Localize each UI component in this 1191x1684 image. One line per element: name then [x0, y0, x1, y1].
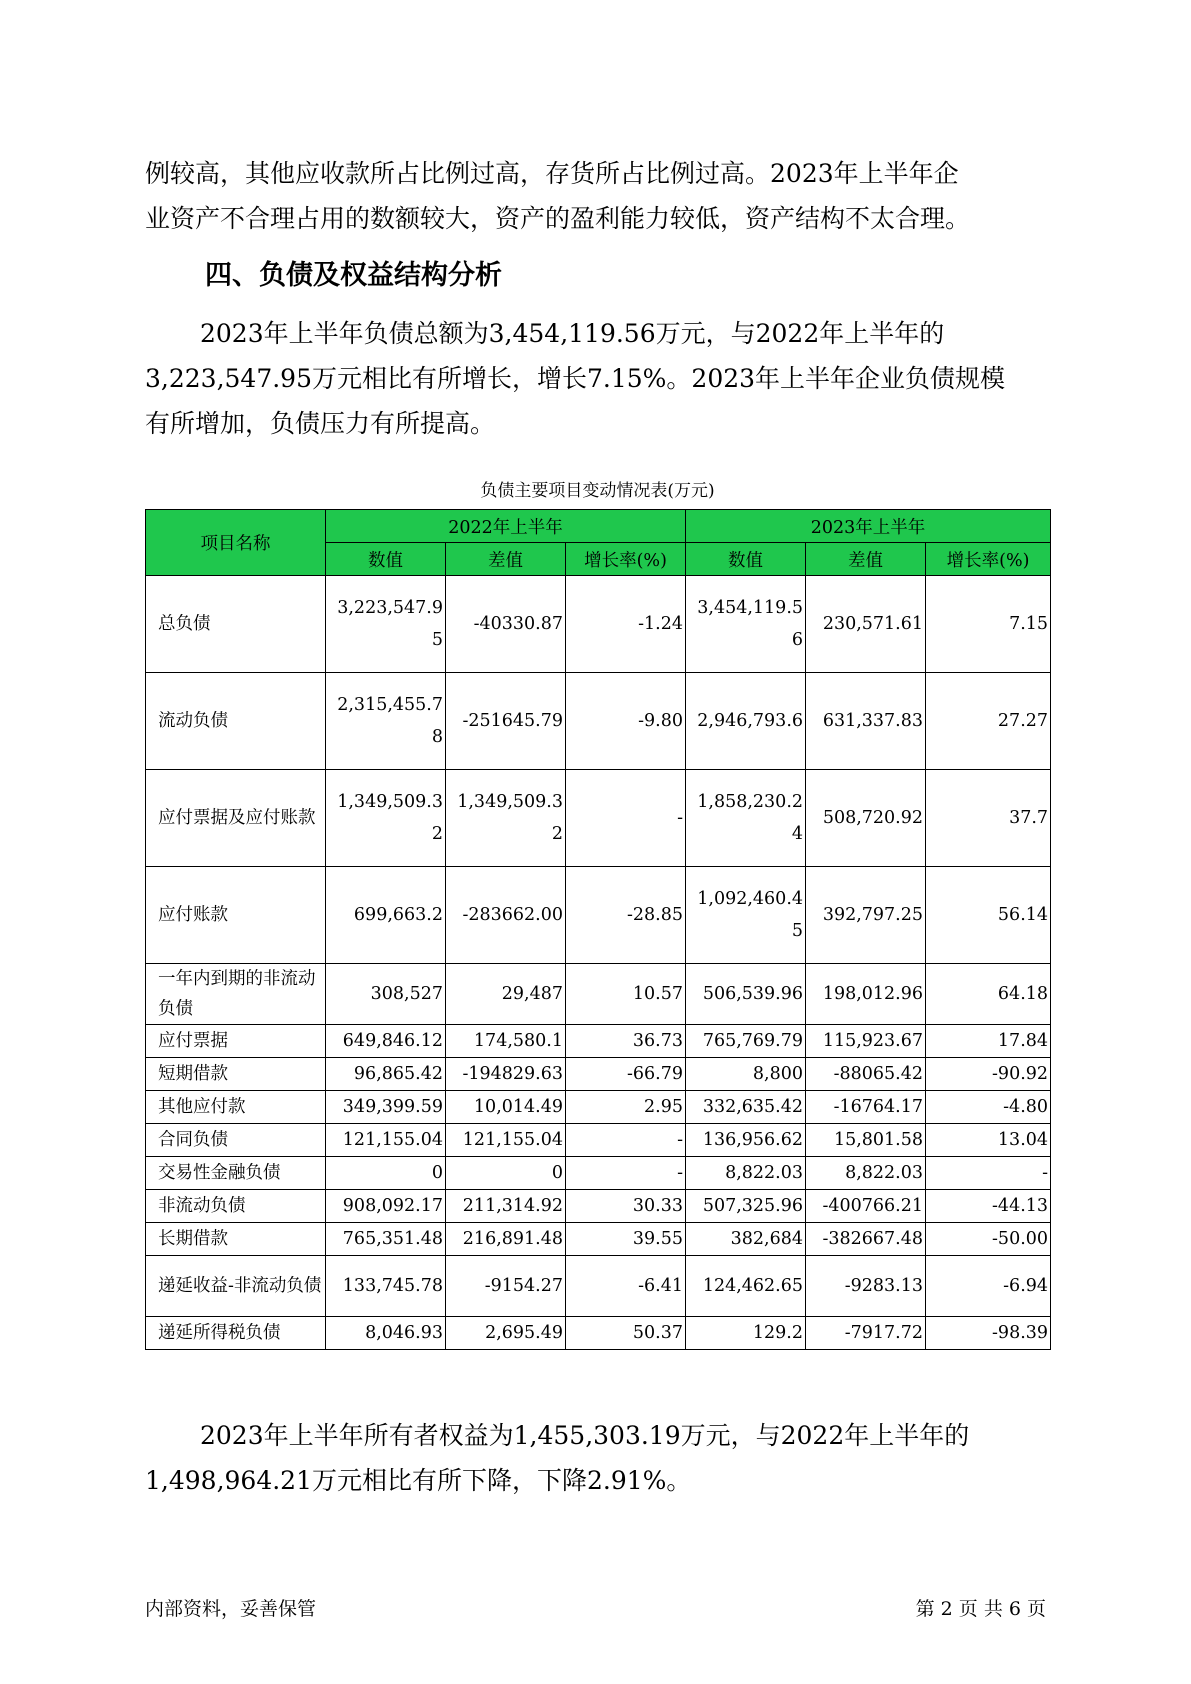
cell-growth-2022: -: [566, 1124, 686, 1157]
row-name: 应付账款: [146, 867, 326, 964]
cell-growth-2022: 2.95: [566, 1091, 686, 1124]
cell-value-2022: 96,865.42: [326, 1058, 446, 1091]
cell-value-2023: 8,800: [686, 1058, 806, 1091]
cell-value-2023: 332,635.42: [686, 1091, 806, 1124]
equity-line-2: 1,498,964.21万元相比有所下降，下降2.91%。: [145, 1466, 692, 1495]
cell-diff-2023: -7917.72: [806, 1317, 926, 1350]
cell-value-2023: 2,946,793.6: [686, 673, 806, 770]
row-name: 短期借款: [146, 1058, 326, 1091]
cell-growth-2023: -50.00: [926, 1223, 1051, 1256]
table-row: [146, 1091, 1051, 1124]
cell-diff-2023: -16764.17: [806, 1091, 926, 1124]
table-row: [146, 1025, 1051, 1058]
cell-growth-2022: 10.57: [566, 964, 686, 1025]
cell-value-2022: 649,846.12: [326, 1025, 446, 1058]
intro-line-1: 例较高，其他应收款所占比例过高，存货所占比例过高。2023年上半年企: [145, 159, 959, 188]
cell-value-2022: 121,155.04: [326, 1124, 446, 1157]
cell-growth-2023: -90.92: [926, 1058, 1051, 1091]
cell-growth-2023: 17.84: [926, 1025, 1051, 1058]
header-growth-2022: 增长率(%): [566, 543, 686, 576]
cell-diff-2023: 198,012.96: [806, 964, 926, 1025]
table-row: [146, 1124, 1051, 1157]
row-name: 其他应付款: [146, 1091, 326, 1124]
cell-value-2022: 8,046.93: [326, 1317, 446, 1350]
cell-growth-2023: -98.39: [926, 1317, 1051, 1350]
header-diff-2023: 差值: [806, 543, 926, 576]
cell-growth-2022: -: [566, 1157, 686, 1190]
table-caption: 负债主要项目变动情况表(万元): [480, 481, 715, 501]
cell-diff-2023: 115,923.67: [806, 1025, 926, 1058]
header-growth-2023: 增长率(%): [926, 543, 1051, 576]
table-row: [146, 964, 1051, 1025]
table-row: [146, 1157, 1051, 1190]
header-diff-2022: 差值: [446, 543, 566, 576]
cell-value-2022: 133,745.78: [326, 1256, 446, 1317]
cell-diff-2022: 2,695.49: [446, 1317, 566, 1350]
cell-growth-2022: 30.33: [566, 1190, 686, 1223]
header-item-name: 项目名称: [146, 510, 326, 576]
header-period-2022: 2022年上半年: [326, 510, 686, 543]
cell-value-2023: 8,822.03: [686, 1157, 806, 1190]
cell-growth-2023: -44.13: [926, 1190, 1051, 1223]
table-row: [146, 673, 1051, 770]
table-row: [146, 1190, 1051, 1223]
cell-diff-2022: 121,155.04: [446, 1124, 566, 1157]
cell-diff-2022: -9154.27: [446, 1256, 566, 1317]
cell-growth-2022: -: [566, 770, 686, 867]
cell-growth-2023: 27.27: [926, 673, 1051, 770]
cell-diff-2023: 392,797.25: [806, 867, 926, 964]
row-name: 应付票据及应付账款: [146, 770, 326, 867]
cell-diff-2022: 216,891.48: [446, 1223, 566, 1256]
cell-value-2022: 349,399.59: [326, 1091, 446, 1124]
cell-diff-2022: -251645.79: [446, 673, 566, 770]
liability-line-3: 有所增加，负债压力有所提高。: [145, 409, 496, 438]
cell-growth-2022: -28.85: [566, 867, 686, 964]
cell-diff-2022: 1,349,509.32: [446, 770, 566, 867]
table-row: [146, 1317, 1051, 1350]
table-row: [146, 1223, 1051, 1256]
cell-growth-2022: -6.41: [566, 1256, 686, 1317]
cell-value-2022: 1,349,509.32: [326, 770, 446, 867]
cell-growth-2022: -1.24: [566, 576, 686, 673]
cell-growth-2022: 50.37: [566, 1317, 686, 1350]
cell-diff-2023: -382667.48: [806, 1223, 926, 1256]
row-name: 递延所得税负债: [146, 1317, 326, 1350]
table-row: [146, 1256, 1051, 1317]
cell-value-2023: 124,462.65: [686, 1256, 806, 1317]
row-name: 流动负债: [146, 673, 326, 770]
cell-value-2023: 382,684: [686, 1223, 806, 1256]
header-value-2023: 数值: [686, 543, 806, 576]
liability-line-1: 2023年上半年负债总额为3,454,119.56万元，与2022年上半年的: [200, 319, 945, 348]
table-row: [146, 770, 1051, 867]
intro-paragraph: [145, 151, 1050, 241]
cell-value-2022: 699,663.2: [326, 867, 446, 964]
cell-value-2022: 0: [326, 1157, 446, 1190]
cell-diff-2023: 8,822.03: [806, 1157, 926, 1190]
cell-growth-2023: 37.7: [926, 770, 1051, 867]
cell-diff-2023: -88065.42: [806, 1058, 926, 1091]
cell-diff-2022: 29,487: [446, 964, 566, 1025]
cell-diff-2022: -283662.00: [446, 867, 566, 964]
cell-value-2023: 765,769.79: [686, 1025, 806, 1058]
cell-value-2022: 2,315,455.78: [326, 673, 446, 770]
cell-diff-2022: 211,314.92: [446, 1190, 566, 1223]
table-row: [146, 867, 1051, 964]
header-value-2022: 数值: [326, 543, 446, 576]
cell-value-2022: 308,527: [326, 964, 446, 1025]
cell-growth-2023: 64.18: [926, 964, 1051, 1025]
cell-diff-2022: -194829.63: [446, 1058, 566, 1091]
row-name: 长期借款: [146, 1223, 326, 1256]
cell-growth-2022: -9.80: [566, 673, 686, 770]
cell-growth-2022: 39.55: [566, 1223, 686, 1256]
liability-table: [145, 509, 1051, 1350]
row-name: 总负债: [146, 576, 326, 673]
cell-value-2023: 3,454,119.56: [686, 576, 806, 673]
section-heading: 四、负债及权益结构分析: [205, 260, 502, 291]
cell-value-2023: 136,956.62: [686, 1124, 806, 1157]
cell-diff-2023: 631,337.83: [806, 673, 926, 770]
row-name: 非流动负债: [146, 1190, 326, 1223]
cell-diff-2023: -9283.13: [806, 1256, 926, 1317]
cell-value-2023: 507,325.96: [686, 1190, 806, 1223]
cell-diff-2022: -40330.87: [446, 576, 566, 673]
row-name: 交易性金融负债: [146, 1157, 326, 1190]
cell-growth-2023: 7.15: [926, 576, 1051, 673]
liability-paragraph: [145, 311, 1050, 446]
cell-value-2023: 506,539.96: [686, 964, 806, 1025]
cell-diff-2023: 15,801.58: [806, 1124, 926, 1157]
equity-paragraph: [145, 1413, 1050, 1503]
cell-value-2022: 765,351.48: [326, 1223, 446, 1256]
intro-line-2: 业资产不合理占用的数额较大，资产的盈利能力较低，资产结构不太合理。: [145, 204, 971, 233]
cell-value-2023: 129.2: [686, 1317, 806, 1350]
cell-growth-2023: 56.14: [926, 867, 1051, 964]
cell-growth-2023: -: [926, 1157, 1051, 1190]
cell-value-2023: 1,858,230.24: [686, 770, 806, 867]
cell-diff-2022: 0: [446, 1157, 566, 1190]
cell-diff-2023: 230,571.61: [806, 576, 926, 673]
cell-growth-2022: 36.73: [566, 1025, 686, 1058]
cell-diff-2022: 174,580.1: [446, 1025, 566, 1058]
footer-confidential-note: 内部资料，妥善保管: [145, 1598, 317, 1620]
row-name: 一年内到期的非流动负债: [146, 964, 326, 1025]
table-row: [146, 576, 1051, 673]
cell-growth-2023: -4.80: [926, 1091, 1051, 1124]
row-name: 递延收益-非流动负债: [146, 1256, 326, 1317]
cell-value-2022: 908,092.17: [326, 1190, 446, 1223]
cell-growth-2023: 13.04: [926, 1124, 1051, 1157]
cell-growth-2023: -6.94: [926, 1256, 1051, 1317]
cell-diff-2023: 508,720.92: [806, 770, 926, 867]
row-name: 应付票据: [146, 1025, 326, 1058]
cell-growth-2022: -66.79: [566, 1058, 686, 1091]
header-period-2023: 2023年上半年: [686, 510, 1051, 543]
cell-value-2022: 3,223,547.95: [326, 576, 446, 673]
cell-diff-2022: 10,014.49: [446, 1091, 566, 1124]
row-name: 合同负债: [146, 1124, 326, 1157]
cell-value-2023: 1,092,460.45: [686, 867, 806, 964]
table-row: [146, 1058, 1051, 1091]
footer-page-number: 第 2 页 共 6 页: [915, 1598, 1046, 1620]
cell-diff-2023: -400766.21: [806, 1190, 926, 1223]
equity-line-1: 2023年上半年所有者权益为1,455,303.19万元，与2022年上半年的: [200, 1421, 970, 1450]
liability-line-2: 3,223,547.95万元相比有所增长，增长7.15%。2023年上半年企业负债规模: [145, 364, 1006, 393]
